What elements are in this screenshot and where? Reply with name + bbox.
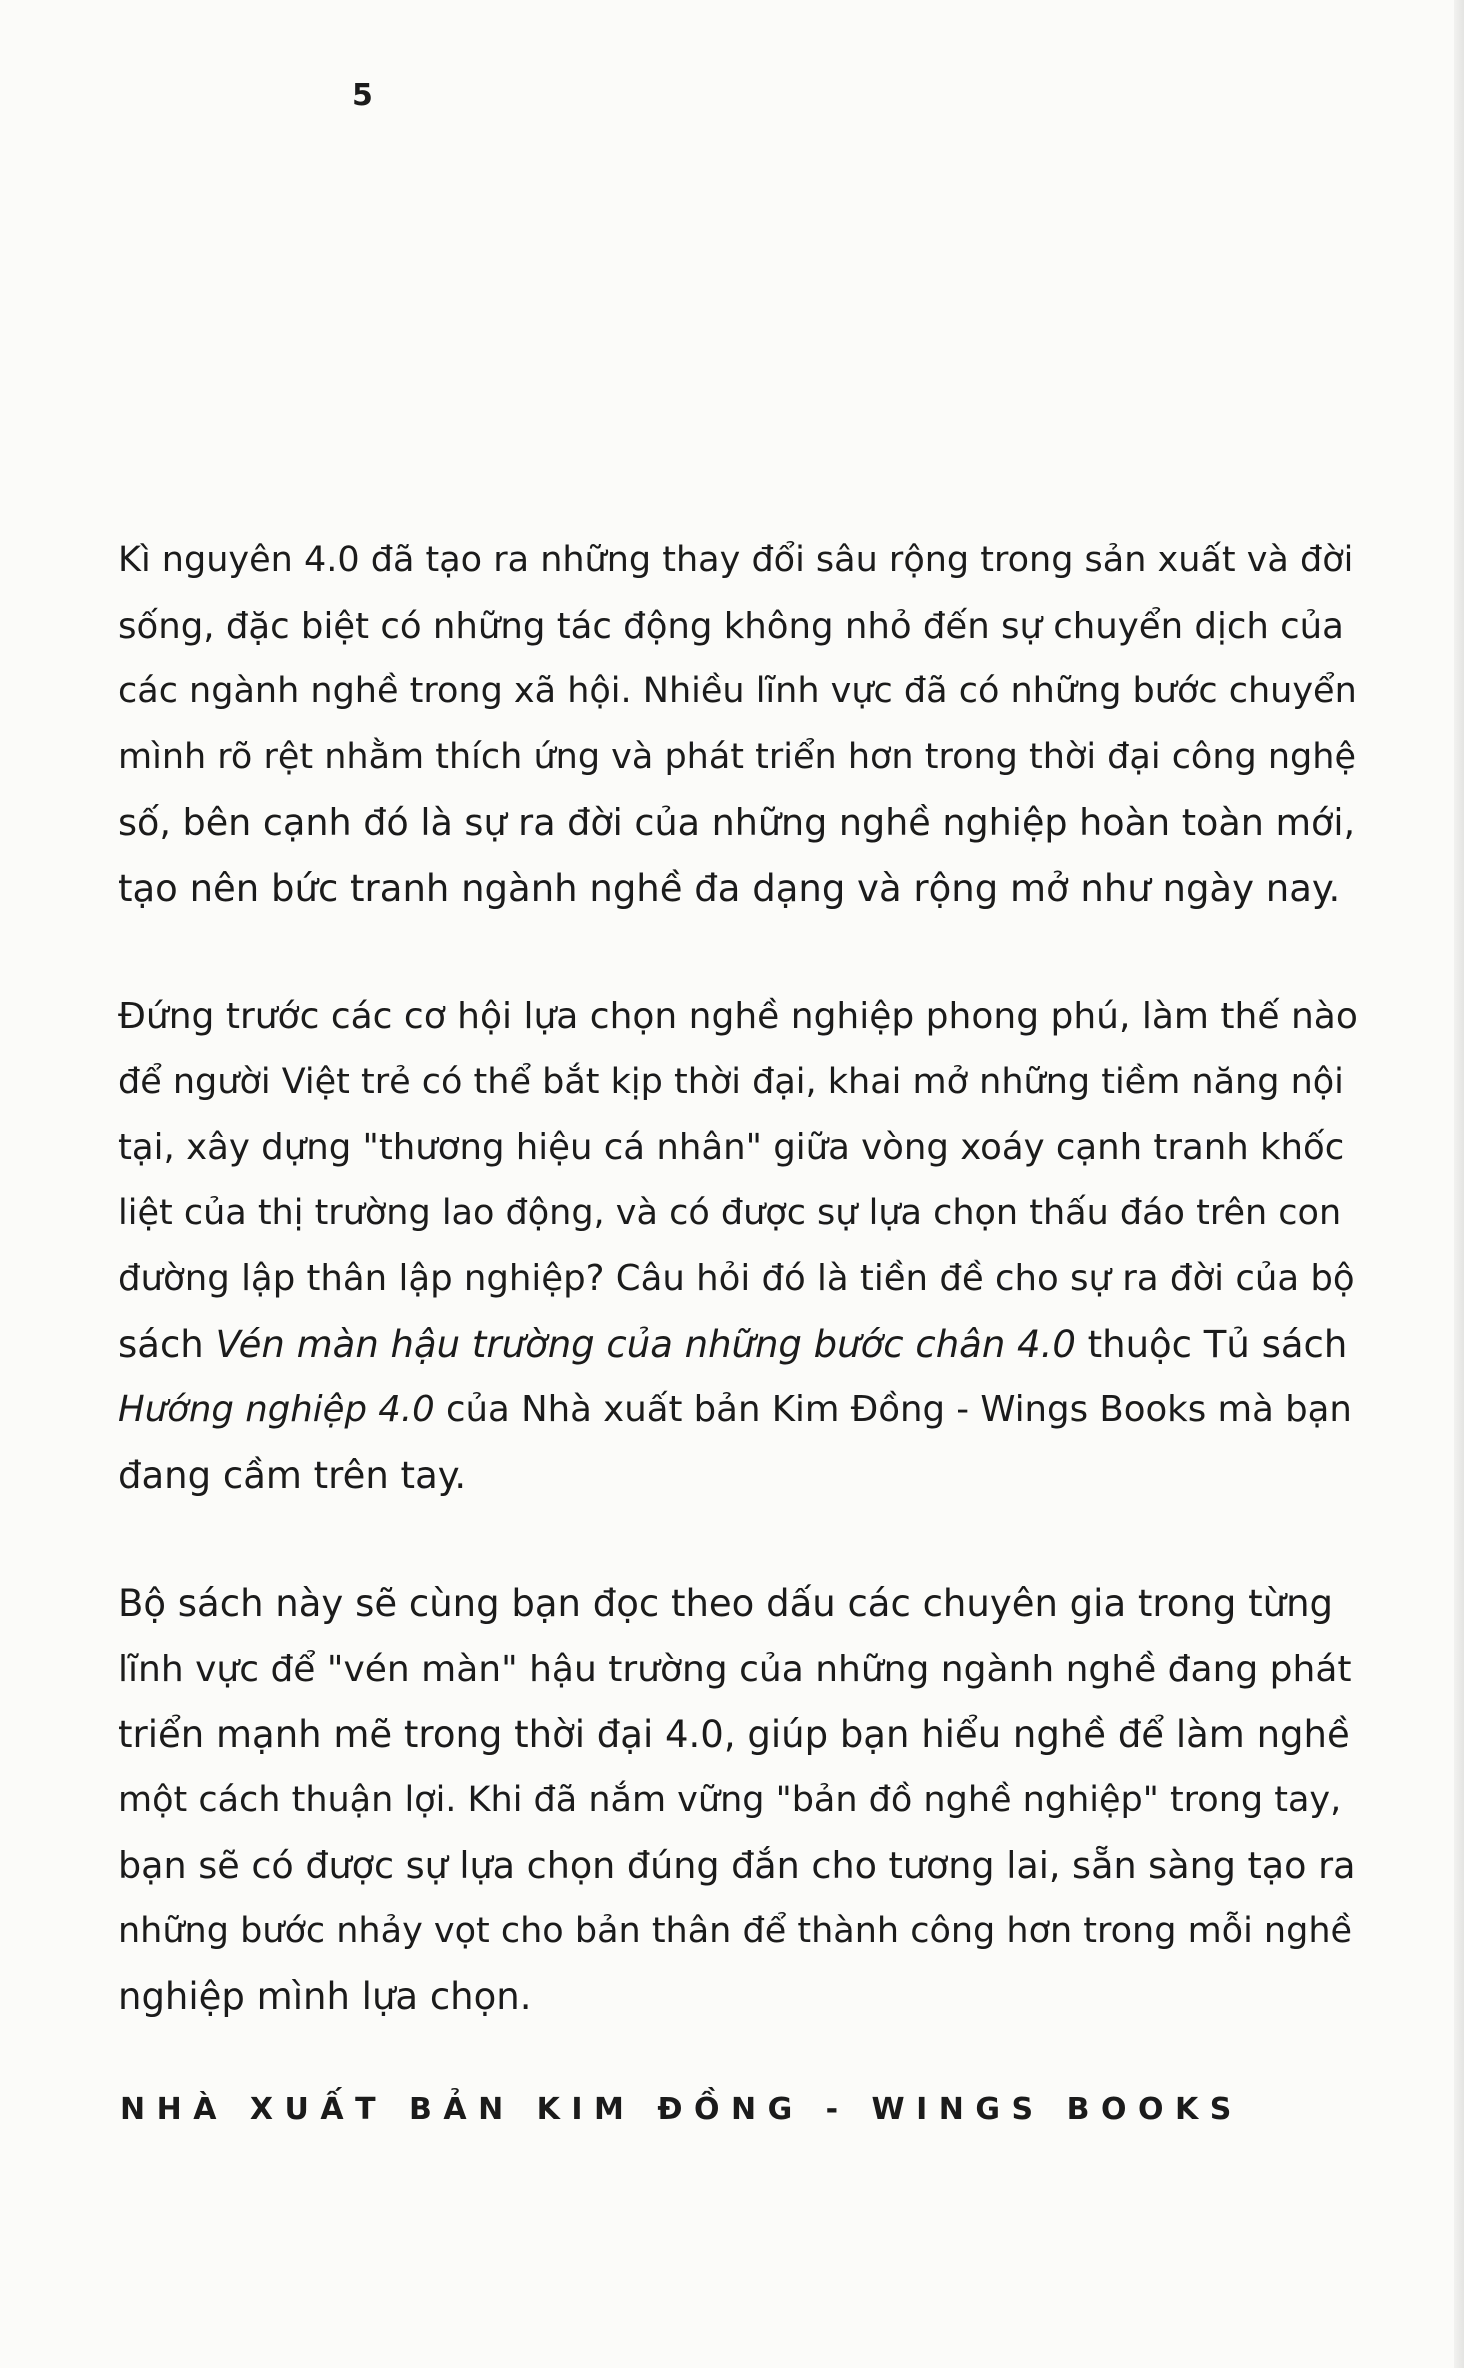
text-line: mình rõ rệt nhằm thích ứng và phát triển hơn trong thời đại công nghệ <box>118 736 1356 777</box>
text-line: tại, xây dựng "thương hiệu cá nhân" giữa vòng xoáy cạnh tranh khốc <box>118 1127 1345 1168</box>
paragraph-3 <box>118 1571 1358 2030</box>
paragraph-1 <box>118 528 1358 921</box>
text-segment: của Nhà xuất bản Kim Đồng - Wings Books mà bạn <box>434 1389 1352 1430</box>
text-line: số, bên cạnh đó là sự ra đời của những nghề nghiệp hoàn toàn mới, <box>118 801 1356 844</box>
text-line-with-title <box>118 1377 1358 1443</box>
text-line: triển mạnh mẽ trong thời đại 4.0, giúp bạn hiểu nghề để làm nghề <box>118 1713 1350 1756</box>
text-line: Kì nguyên 4.0 đã tạo ra những thay đổi sâu rộng trong sản xuất và đời <box>118 540 1354 580</box>
text-line: Đứng trước các cơ hội lựa chọn nghề nghiệp phong phú, làm thế nào <box>118 996 1358 1037</box>
book-collection-title: Hướng nghiệp 4.0 <box>118 1389 435 1430</box>
text-line: sống, đặc biệt có những tác động không nhỏ đến sự chuyển dịch của <box>118 605 1344 647</box>
text-line: lĩnh vực để "vén màn" hậu trường của những ngành nghề đang phát <box>118 1648 1352 1690</box>
text-line: đang cầm trên tay. <box>118 1453 467 1497</box>
text-segment: sách <box>118 1322 216 1366</box>
page-edge <box>1454 0 1464 2368</box>
text-line: liệt của thị trường lao động, và có được sự lựa chọn thấu đáo trên con <box>118 1192 1342 1233</box>
text-line: những bước nhảy vọt cho bản thân để thành công hơn trong mỗi nghề <box>118 1910 1353 1951</box>
text-line: nghiệp mình lựa chọn. <box>118 1975 532 2018</box>
text-line: bạn sẽ có được sự lựa chọn đúng đắn cho tương lai, sẵn sàng tạo ra <box>118 1844 1356 1887</box>
text-line: tạo nên bức tranh ngành nghề đa dạng và rộng mở như ngày nay. <box>118 866 1341 910</box>
book-series-title: Vén màn hậu trường của những bước chân 4.0 <box>215 1322 1076 1366</box>
text-line: các ngành nghề trong xã hội. Nhiều lĩnh vực đã có những bước chuyển <box>118 671 1357 711</box>
text-segment: thuộc Tủ sách <box>1075 1322 1348 1366</box>
text-line: đường lập thân lập nghiệp? Câu hỏi đó là tiền đề cho sự ra đời của bộ <box>118 1258 1355 1299</box>
text-line: một cách thuận lợi. Khi đã nắm vững "bản đồ nghề nghiệp" trong tay, <box>118 1779 1342 1820</box>
publisher-signature: NHÀ XUẤT BẢN KIM ĐỒNG - WINGS BOOKS <box>120 2092 1243 2127</box>
text-line: để người Việt trẻ có thể bắt kịp thời đại, khai mở những tiềm năng nội <box>118 1061 1344 1102</box>
page-number: 5 <box>352 78 374 113</box>
text-line: Bộ sách này sẽ cùng bạn đọc theo dấu các chuyên gia trong từng <box>118 1582 1334 1625</box>
text-line-with-title <box>118 1312 1358 1378</box>
body-text <box>118 528 1358 2030</box>
paragraph-2 <box>118 984 1358 1508</box>
